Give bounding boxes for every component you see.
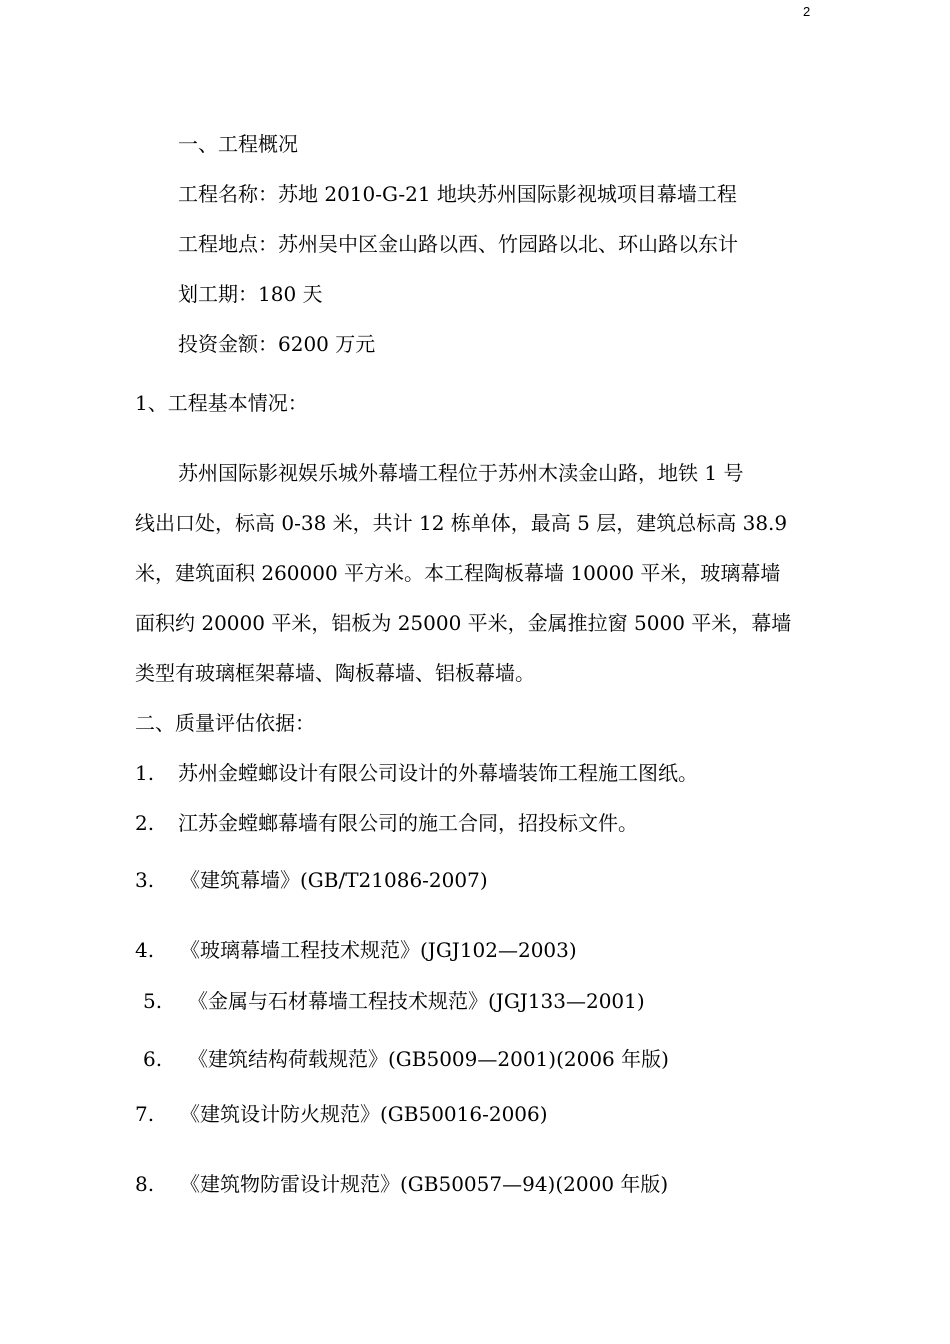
list-item-number: 3. bbox=[135, 868, 155, 892]
list-item-text: 《建筑结构荷载规范》(GB5009—2001)(2006 年版) bbox=[188, 1047, 669, 1071]
list-item-number: 7. bbox=[135, 1102, 155, 1126]
paragraph-line: 线出口处，标高 0-38 米，共计 12 栋单体，最高 5 层，建筑总标高 38.9 bbox=[135, 511, 788, 535]
project-name-line: 工程名称：苏地 2010-G-21 地块苏州国际影视城项目幕墙工程 bbox=[178, 182, 737, 206]
list-item-number: 4. bbox=[135, 938, 155, 962]
list-item-number: 8. bbox=[135, 1172, 155, 1196]
list-item-text: 《建筑设计防火规范》(GB50016-2006) bbox=[180, 1102, 548, 1126]
paragraph-line: 类型有玻璃框架幕墙、陶板幕墙、铝板幕墙。 bbox=[135, 661, 535, 685]
list-item-text: 《金属与石材幕墙工程技术规范》(JGJ133—2001) bbox=[188, 989, 645, 1013]
list-item-text: 《建筑幕墙》(GB/T21086-2007) bbox=[180, 868, 488, 892]
paragraph-line: 米，建筑面积 260000 平方米。本工程陶板幕墙 10000 平米，玻璃幕墙 bbox=[135, 561, 781, 585]
page-number: 2 bbox=[803, 4, 811, 19]
project-investment-line: 投资金额：6200 万元 bbox=[178, 332, 376, 356]
section-heading-basis: 二、质量评估依据： bbox=[135, 711, 315, 735]
paragraph-line: 苏州国际影视娱乐城外幕墙工程位于苏州木渎金山路，地铁 1 号 bbox=[178, 461, 744, 485]
list-item-text: 江苏金螳螂幕墙有限公司的施工合同，招投标文件。 bbox=[178, 811, 638, 835]
project-location-line: 工程地点：苏州吴中区金山路以西、竹园路以北、环山路以东计 bbox=[178, 232, 738, 256]
list-item-number: 6. bbox=[143, 1047, 163, 1071]
section-heading-overview: 一、工程概况 bbox=[178, 132, 298, 156]
list-item-text: 《建筑物防雷设计规范》(GB50057—94)(2000 年版) bbox=[180, 1172, 669, 1196]
basic-info-heading: 1、工程基本情况： bbox=[135, 391, 308, 415]
list-item-number: 5. bbox=[143, 989, 163, 1013]
project-period-line: 划工期：180 天 bbox=[178, 282, 323, 306]
list-item-number: 2. bbox=[135, 811, 155, 835]
list-item-text: 《玻璃幕墙工程技术规范》(JGJ102—2003) bbox=[180, 938, 577, 962]
paragraph-line: 面积约 20000 平米，铝板为 25000 平米，金属推拉窗 5000 平米，幕墙 bbox=[135, 611, 792, 635]
list-item-number: 1. bbox=[135, 761, 155, 785]
list-item-text: 苏州金螳螂设计有限公司设计的外幕墙装饰工程施工图纸。 bbox=[178, 761, 698, 785]
